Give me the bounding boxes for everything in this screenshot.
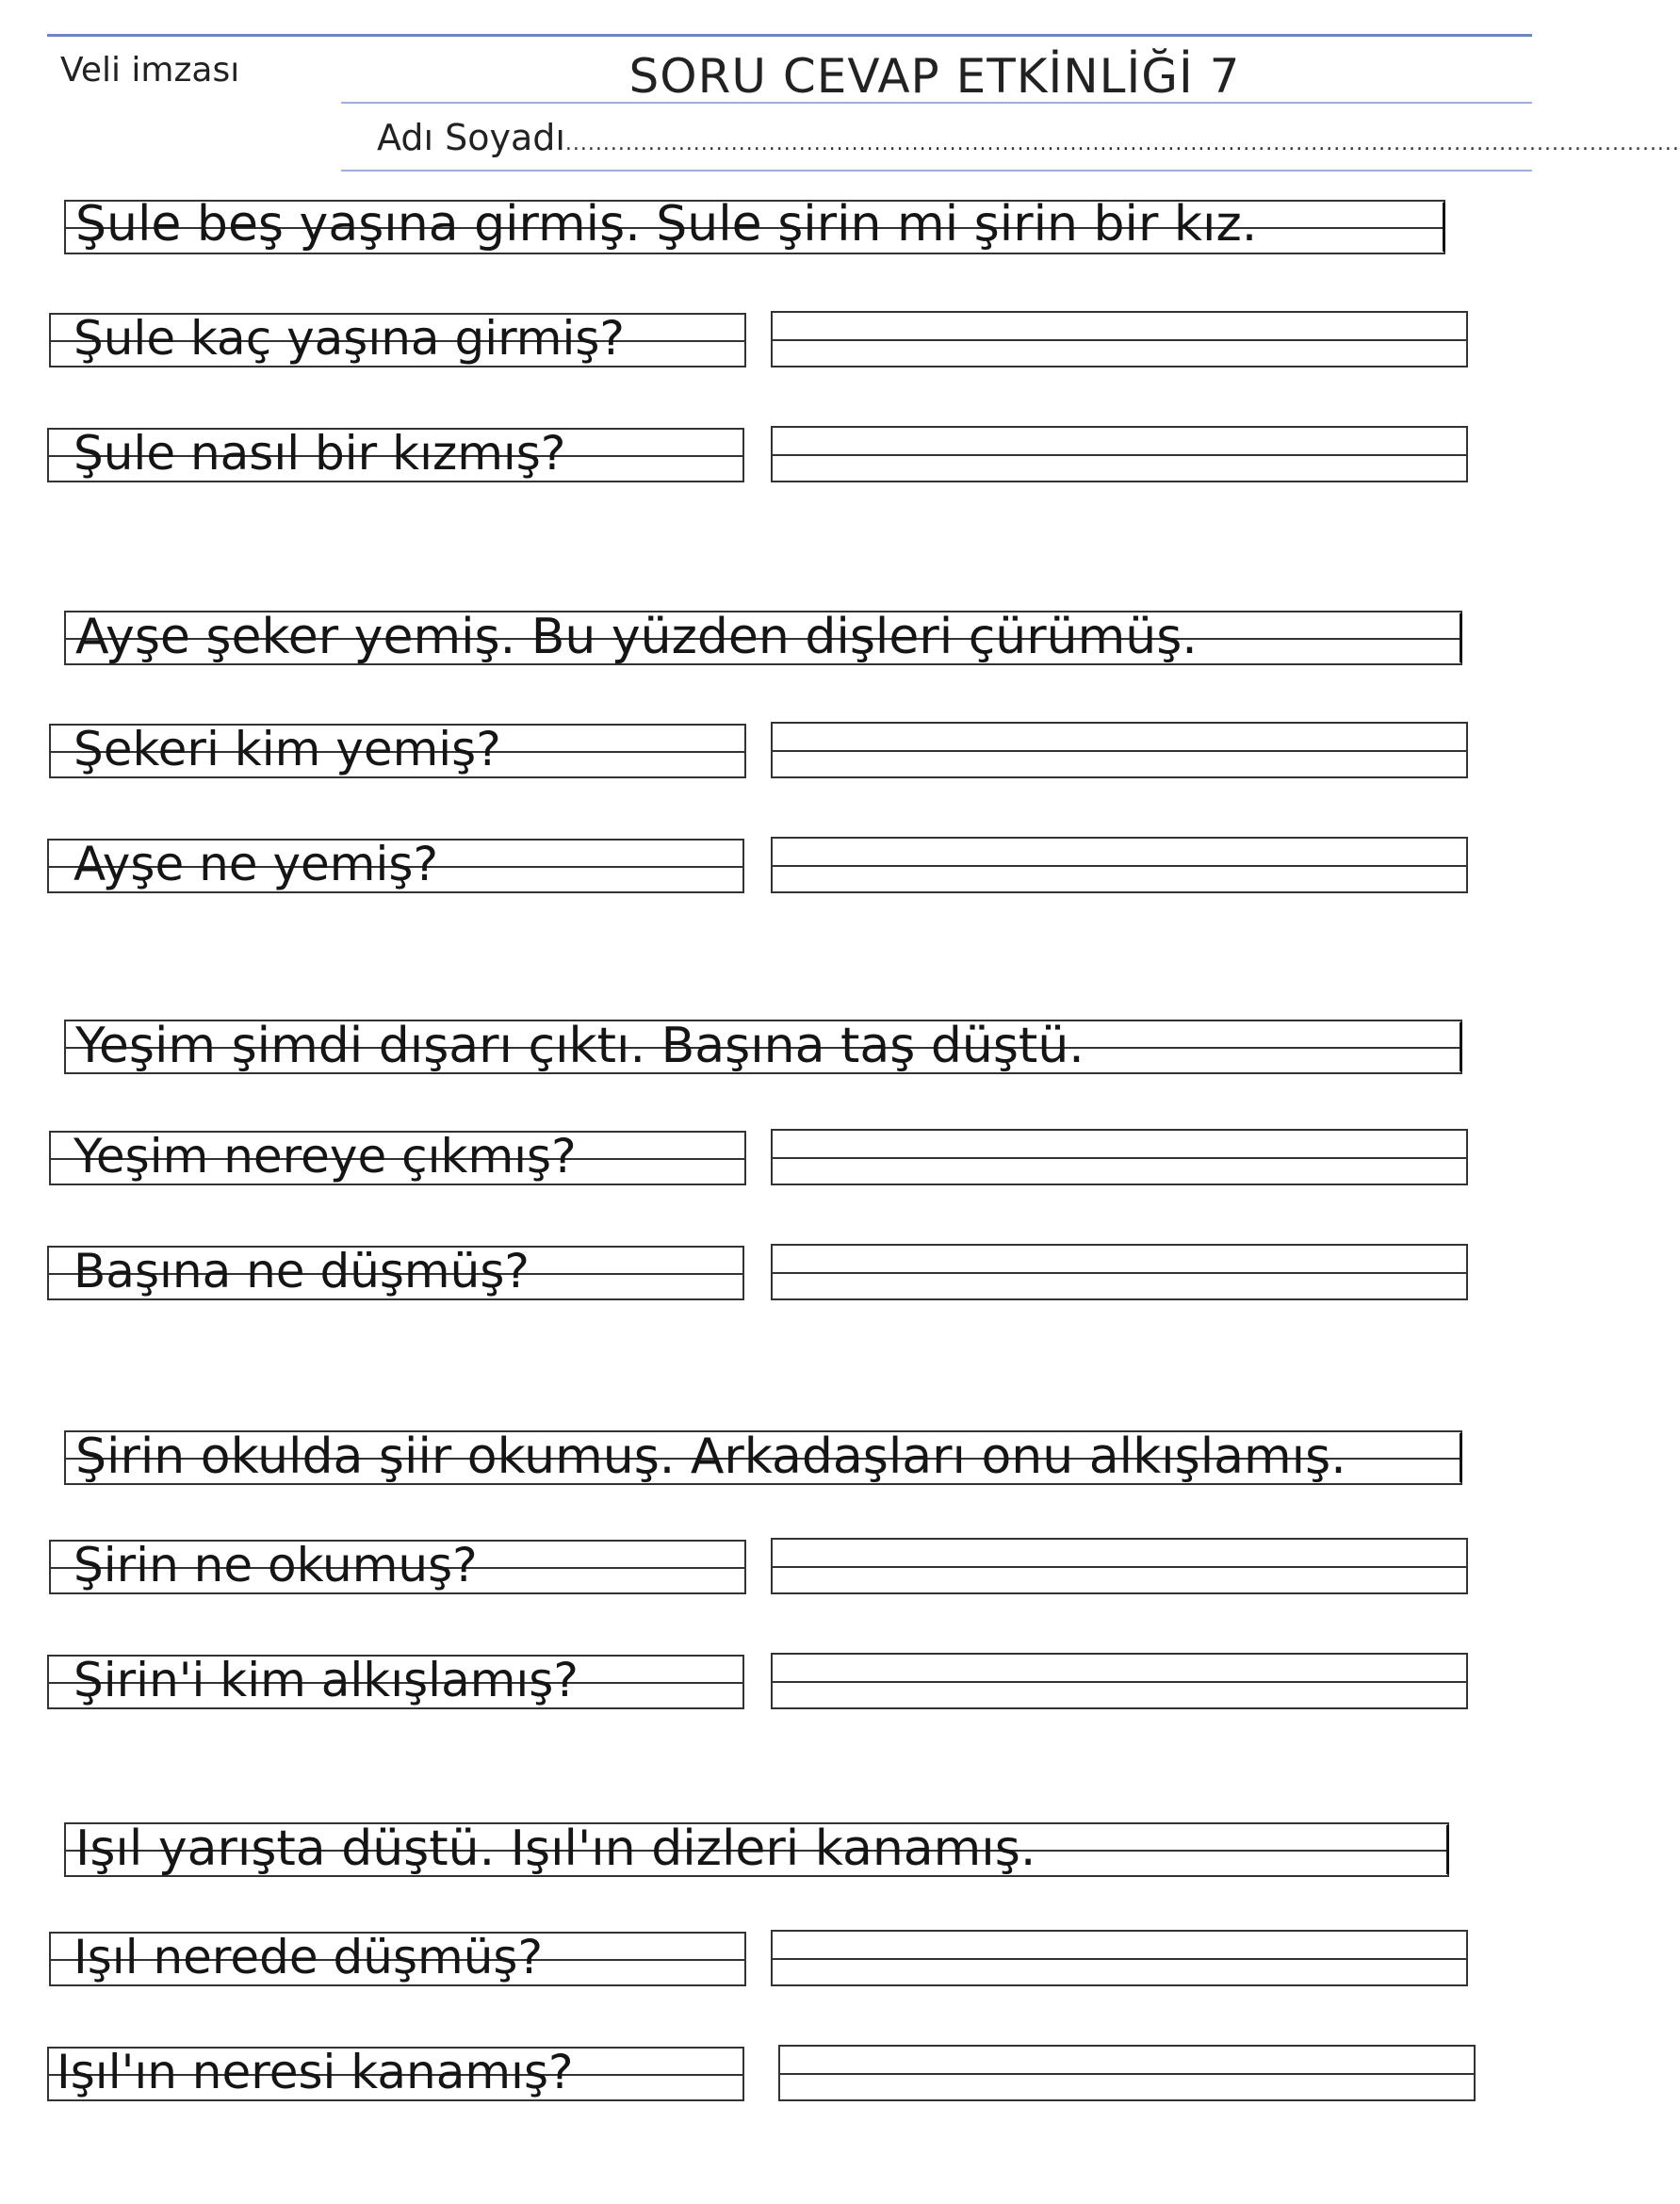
question-text: Şirin ne okumuş? [73, 1538, 478, 1592]
title-rule [341, 102, 1532, 104]
story-text: Yeşim şimdi dışarı çıktı. Başına taş düştü. [75, 1018, 1085, 1074]
question-text: Şule kaç yaşına girmiş? [73, 311, 625, 366]
answer-box[interactable] [771, 837, 1468, 893]
question-text: Başına ne düşmüş? [73, 1244, 530, 1298]
question-text: Yeşim nereye çıkmış? [73, 1129, 577, 1184]
name-dotted-line: .................................................................................................................................................... [564, 132, 1680, 155]
answer-box[interactable] [778, 2045, 1476, 2101]
question-text: Şule nasıl bir kızmış? [73, 426, 566, 481]
answer-box[interactable] [771, 426, 1468, 482]
question-text: Işıl'ın neresi kanamış? [57, 2045, 574, 2099]
answer-box[interactable] [771, 311, 1468, 367]
answer-box[interactable] [771, 1538, 1468, 1594]
page-title: SORU CEVAP ETKİNLİĞİ 7 [628, 49, 1241, 104]
name-label: Adı Soyadı [377, 117, 565, 158]
story-text: Ayşe şeker yemiş. Bu yüzden dişleri çürümüş. [75, 609, 1198, 665]
question-text: Şekeri kim yemiş? [73, 722, 501, 776]
question-text: Ayşe ne yemiş? [73, 837, 438, 891]
story-text: Şirin okulda şiir okumuş. Arkadaşları onu alkışlamış. [75, 1429, 1346, 1485]
top-rule [47, 34, 1532, 37]
question-text: Şirin'i kim alkışlamış? [73, 1653, 579, 1707]
question-text: Işıl nerede düşmüş? [73, 1930, 543, 1984]
answer-box[interactable] [771, 722, 1468, 778]
student-name-field[interactable] [377, 117, 1680, 158]
story-text: Işıl yarışta düştü. Işıl'ın dizleri kanamış. [75, 1820, 1036, 1877]
answer-box[interactable] [771, 1129, 1468, 1185]
answer-box[interactable] [771, 1930, 1468, 1986]
answer-box[interactable] [771, 1653, 1468, 1709]
parent-signature-label: Veli imzası [60, 51, 240, 90]
answer-box[interactable] [771, 1244, 1468, 1300]
name-rule [341, 170, 1532, 171]
story-text: Şule beş yaşına girmiş. Şule şirin mi şirin bir kız. [75, 196, 1258, 253]
